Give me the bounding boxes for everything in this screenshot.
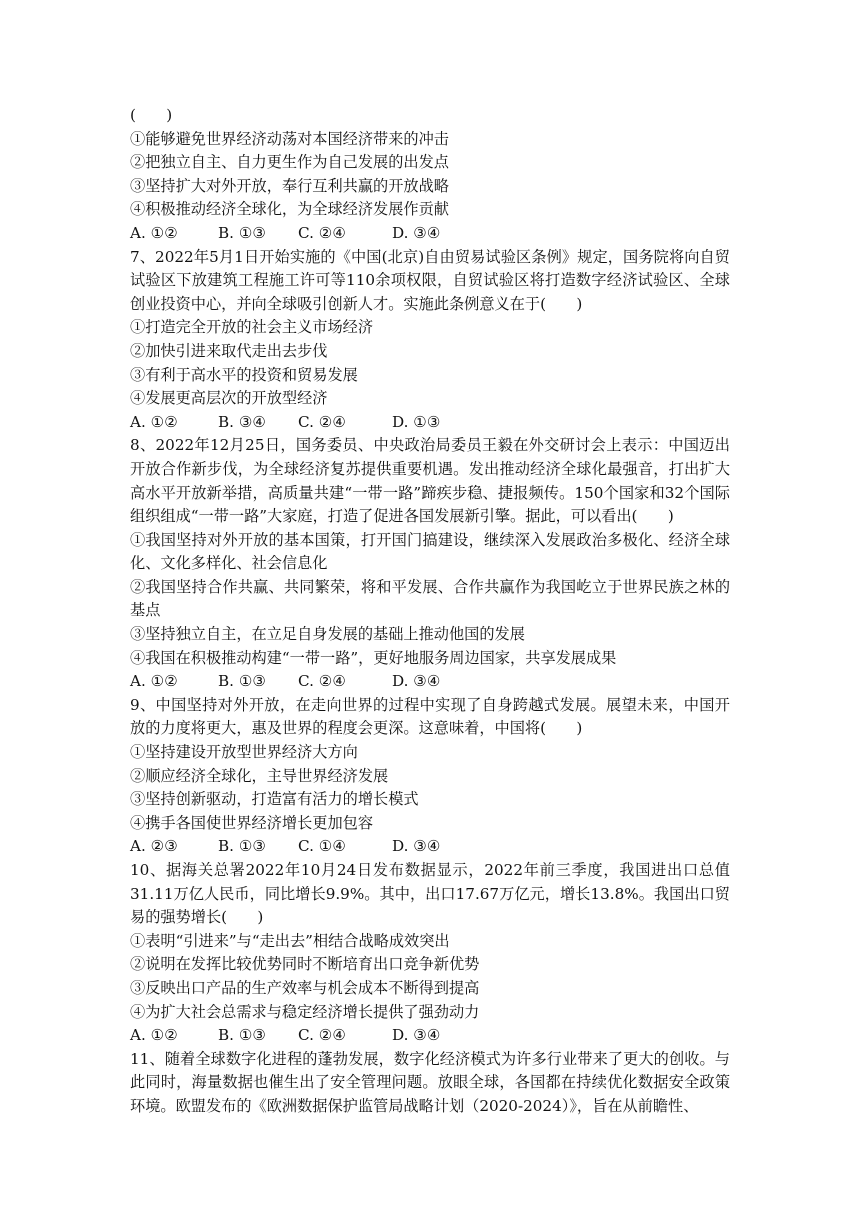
- question-stem-tail: ( ): [130, 106, 173, 124]
- option-c: C. ②④: [298, 223, 346, 242]
- question-stem: 10、据海关总署2022年10月24日发布数据显示，2022年前三季度，我国进出口总值31.11万亿人民币，同比增长9.9%。其中，出口17.67万亿元，增长13.8%。我国出口贸易的强势增长( ): [130, 861, 730, 927]
- question-11: [130, 1048, 730, 1119]
- option-c: C. ②④: [298, 672, 346, 691]
- question-stem: 8、2022年12月25日，国务委员、中央政治局委员王毅在外交研讨会上表示：中国迈出开放合作新步伐，为全球经济复苏提供重要机遇。发出推动经济全球化最强音，打出扩大高水平开放新举措，高质量共建“一带一路”蹄疾步稳、捷报频传。150个国家和32个国际组织组成“一带一路”大家庭，打造了促进各国发展新引擎。据此，可以看出( ): [130, 436, 730, 526]
- answer-item: ③反映出口产品的生产效率与机会成本不断得到提高: [130, 978, 480, 997]
- option-c: C. ②④: [298, 1026, 346, 1045]
- option-a: A. ①②: [130, 1026, 178, 1045]
- option-a: A. ①②: [130, 223, 178, 242]
- question-8: [130, 434, 730, 694]
- answer-item: ①表明“引进来”与“走出去”相结合战略成效突出: [130, 931, 450, 950]
- answer-item: ④携手各国使世界经济增长更加包容: [130, 813, 373, 832]
- option-b: B. ③④: [218, 412, 267, 431]
- answer-item: ①能够避免世界经济动荡对本国经济带来的冲击: [130, 129, 449, 148]
- option-a: A. ②③: [130, 837, 178, 856]
- exam-page: [130, 104, 730, 1119]
- answer-options: [130, 1024, 730, 1048]
- option-d: D. ③④: [392, 1026, 441, 1045]
- answer-item: ④积极推动经济全球化，为全球经济发展作贡献: [130, 200, 449, 219]
- answer-item: ③坚持创新驱动，打造富有活力的增长模式: [130, 790, 419, 809]
- option-b: B. ①③: [218, 223, 267, 242]
- option-b: B. ①③: [218, 1026, 267, 1045]
- answer-item: ②加快引进来取代走出去步伐: [130, 341, 328, 360]
- answer-item: ④我国在积极推动构建“一带一路”，更好地服务周边国家，共享发展成果: [130, 648, 617, 667]
- answer-item: ①打造完全开放的社会主义市场经济: [130, 318, 373, 337]
- question-10: [130, 859, 730, 1048]
- answer-item: ①我国坚持对外开放的基本国策，打开国门搞建设，继续深入发展政治多极化、经济全球化、文化多样化、社会信息化: [130, 530, 730, 573]
- question-9: [130, 694, 730, 859]
- question-stem: 11、随着全球数字化进程的蓬勃发展，数字化经济模式为许多行业带来了更大的创收。与此同时，海量数据也催生出了安全管理问题。放眼全球，各国都在持续优化数据安全政策环境。欧盟发布的《欧洲数据保护监管局战略计划（2020-2024）》，旨在从前瞻性、: [130, 1049, 730, 1115]
- question-stem: 9、中国坚持对外开放，在走向世界的过程中实现了自身跨越式发展。展望未来，中国开放的力度将更大，惠及世界的程度会更深。这意味着，中国将( ): [130, 695, 730, 738]
- answer-item: ②顺应经济全球化，主导世界经济发展: [130, 766, 389, 785]
- option-a: A. ①②: [130, 672, 178, 691]
- answer-item: ④发展更高层次的开放型经济: [130, 389, 328, 408]
- option-a: A. ①②: [130, 412, 178, 431]
- answer-item: ①坚持建设开放型世界经济大方向: [130, 743, 358, 762]
- answer-item: ③坚持扩大对外开放，奉行互利共赢的开放战略: [130, 176, 449, 195]
- question-stem: 7、2022年5月1日开始实施的《中国(北京)自由贸易试验区条例》规定，国务院将向自贸试验区下放建筑工程施工许可等110余项权限，自贸试验区将打造数字经济试验区、全球创业投资中心，并向全球吸引创新人才。实施此条例意义在于( ): [130, 247, 730, 313]
- answer-options: [130, 835, 730, 859]
- answer-item: ③坚持独立自主，在立足自身发展的基础上推动他国的发展: [130, 625, 525, 644]
- option-c: C. ①④: [298, 837, 346, 856]
- answer-options: [130, 670, 730, 694]
- option-c: C. ②④: [298, 412, 346, 431]
- question-6: [130, 104, 730, 246]
- answer-item: ②说明在发挥比较优势同时不断培育出口竞争新优势: [130, 955, 480, 974]
- option-d: D. ③④: [392, 223, 441, 242]
- answer-item: ②把独立自主、自力更生作为自己发展的出发点: [130, 153, 449, 172]
- option-d: D. ③④: [392, 837, 441, 856]
- option-d: D. ①③: [392, 412, 441, 431]
- option-b: B. ①③: [218, 672, 267, 691]
- answer-item: ④为扩大社会总需求与稳定经济增长提供了强劲动力: [130, 1002, 480, 1021]
- answer-options: [130, 411, 730, 435]
- answer-options: [130, 222, 730, 246]
- answer-item: ③有利于高水平的投资和贸易发展: [130, 365, 358, 384]
- answer-item: ②我国坚持合作共赢、共同繁荣，将和平发展、合作共赢作为我国屹立于世界民族之林的基点: [130, 577, 730, 620]
- option-b: B. ①③: [218, 837, 267, 856]
- question-7: [130, 246, 730, 435]
- option-d: D. ③④: [392, 672, 441, 691]
